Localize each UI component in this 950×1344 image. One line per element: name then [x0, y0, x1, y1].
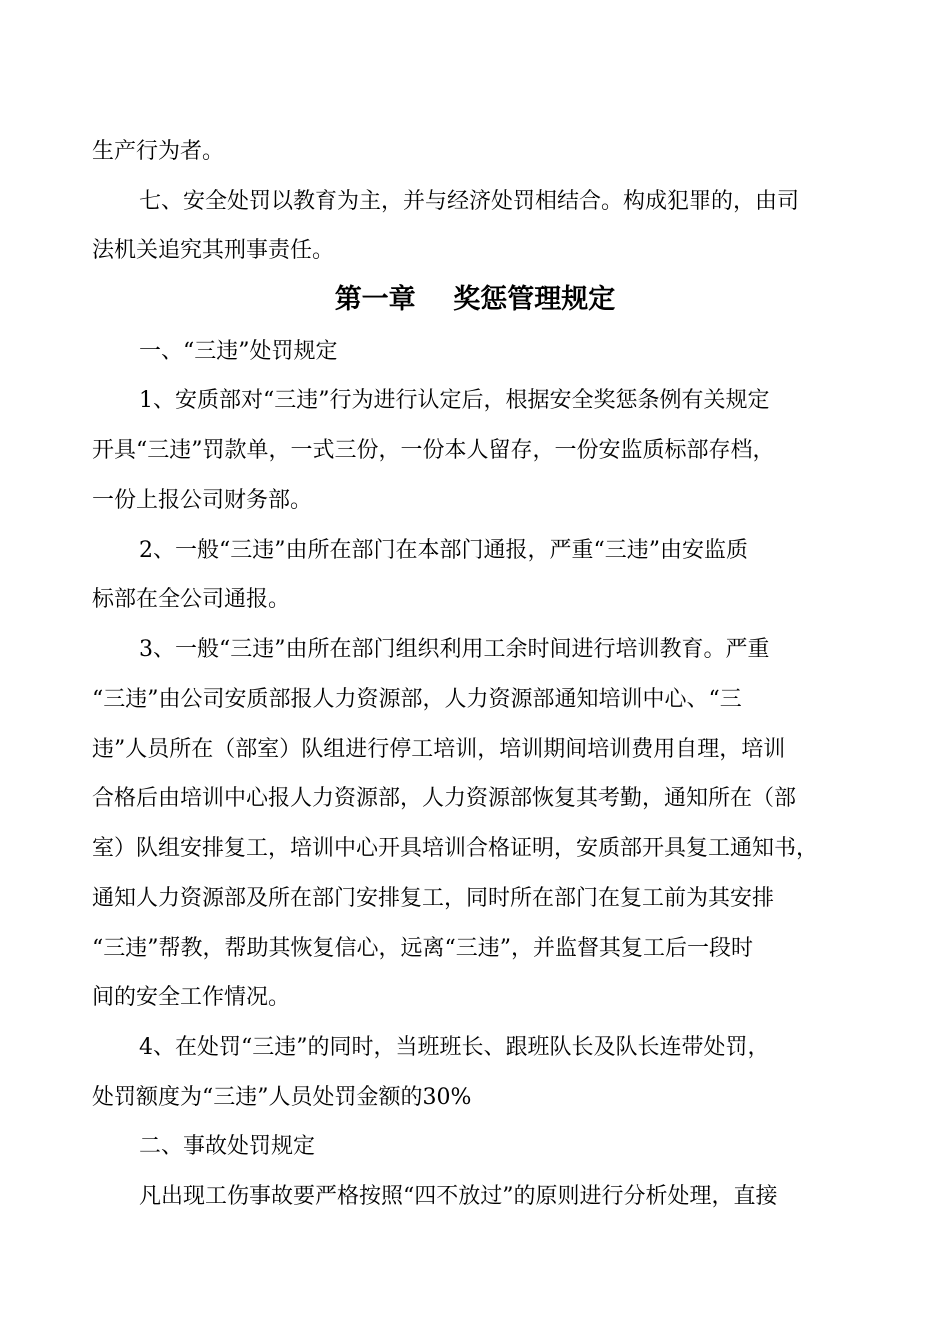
paragraph-line: 4、在处罚“三违”的同时，当班班长、跟班队长及队长连带处罚，	[139, 1035, 770, 1060]
paragraph-line: 处罚额度为“三违”人员处罚金额的30%	[92, 1085, 472, 1110]
paragraph-line: 违”人员所在（部室）队组进行停工培训，培训期间培训费用自理，培训	[92, 737, 786, 762]
section-heading: 二、事故处罚规定	[139, 1134, 316, 1159]
paragraph-line: “三违”由公司安质部报人力资源部，人力资源部通知培训中心、“三	[92, 687, 742, 712]
paragraph-line: 开具“三违”罚款单，一式三份，一份本人留存，一份安监质标部存档，	[92, 438, 775, 463]
paragraph-line: 2、一般“三违”由所在部门在本部门通报，严重“三违”由安监质	[139, 538, 748, 563]
paragraph-line: 通知人力资源部及所在部门安排复工，同时所在部门在复工前为其安排	[92, 886, 775, 911]
paragraph-line: 法机关追究其刑事责任。	[92, 238, 335, 263]
paragraph-line: “三违”帮教，帮助其恢复信心，远离“三违”，并监督其复工后一段时	[92, 936, 753, 961]
paragraph-line: 室）队组安排复工，培训中心开具培训合格证明，安质部开具复工通知书，	[92, 836, 819, 861]
chapter-heading: 第一章 奖惩管理规定	[334, 284, 616, 315]
paragraph-line: 一份上报公司财务部。	[92, 488, 313, 513]
paragraph-line: 标部在全公司通报。	[92, 587, 291, 612]
paragraph-line: 七、安全处罚以教育为主，并与经济处罚相结合。构成犯罪的，由司	[139, 189, 800, 214]
paragraph-line: 合格后由培训中心报人力资源部，人力资源部恢复其考勤，通知所在（部	[92, 786, 797, 811]
section-heading: 一、“三违”处罚规定	[139, 339, 338, 364]
paragraph-line: 生产行为者。	[92, 139, 225, 164]
paragraph-line: 3、一般“三违”由所在部门组织利用工余时间进行培训教育。严重	[139, 637, 770, 662]
paragraph-line: 凡出现工伤事故要严格按照“四不放过”的原则进行分析处理，直接	[139, 1184, 778, 1209]
paragraph-line: 1、安质部对“三违”行为进行认定后，根据安全奖惩条例有关规定	[139, 388, 770, 413]
paragraph-line: 间的安全工作情况。	[92, 985, 291, 1010]
